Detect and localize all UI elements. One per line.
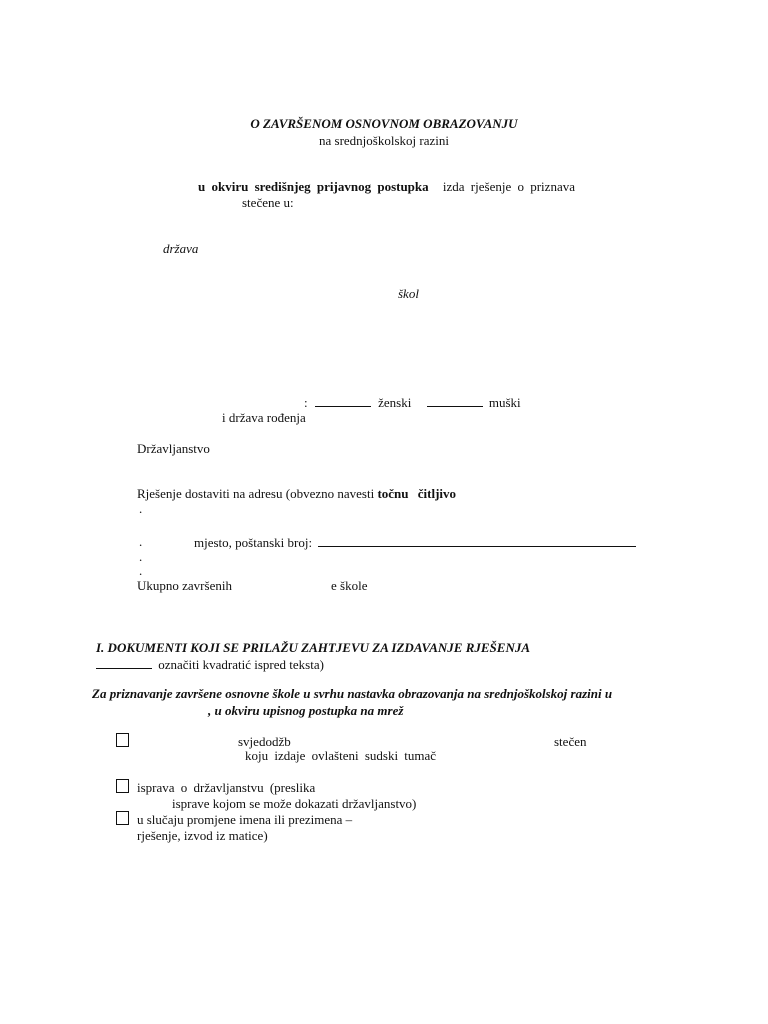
document-title: O ZAVRŠENOM OSNOVNOM OBRAZOVANJU xyxy=(250,116,518,131)
gender-row xyxy=(304,394,521,411)
section-note-row xyxy=(96,656,324,673)
dot-3: . xyxy=(139,549,143,564)
intro-line-1 xyxy=(198,179,575,195)
place-postcode-row xyxy=(194,534,636,551)
note-blank-line xyxy=(96,656,152,669)
purpose-line-1: Za priznavanje završene osnovne škole u svrhu nastavka obrazovanja na srednjoškolskoj razini u xyxy=(92,686,613,701)
intro-line-2: stečene u: xyxy=(242,195,294,210)
place-postcode-blank-line[interactable] xyxy=(318,534,636,547)
item-2-text: isprava o državljanstvu (preslika xyxy=(137,780,316,795)
item-1-line-2: koju izdaje ovlašteni sudski tumač xyxy=(245,748,437,763)
section-note: označiti kvadratić ispred teksta) xyxy=(158,657,324,672)
country-label: država xyxy=(163,241,199,256)
checkbox-icon[interactable] xyxy=(116,779,129,796)
citizenship-label: Državljanstvo xyxy=(137,441,210,456)
address-bold-2: čitljivo xyxy=(417,486,457,501)
gender-male-label: muški xyxy=(488,395,521,410)
item-2-line-2: isprave kojom se može dokazati državljanstvo) xyxy=(172,796,417,811)
gender-female-label: ženski xyxy=(378,395,412,410)
item-1-text: svjedodžb xyxy=(238,734,291,749)
school-label: škol xyxy=(398,286,419,301)
checkbox-icon[interactable] xyxy=(116,733,129,750)
purpose-line-2: , u okviru upisnog postupka na mrež xyxy=(208,703,404,718)
item-3-text: u slučaju promjene imena ili prezimena – xyxy=(137,812,353,827)
dot-1: . xyxy=(139,501,143,516)
birthplace-label: i država rođenja xyxy=(222,410,306,425)
total-finished-label: Ukupno završenih xyxy=(137,578,232,593)
address-prefix: Rješenje dostaviti na adresu (obvezno navesti xyxy=(137,486,375,501)
male-blank-line[interactable] xyxy=(427,394,483,407)
female-blank-line[interactable] xyxy=(315,394,371,407)
school-suffix-label: e škole xyxy=(331,578,368,593)
checkbox-icon[interactable] xyxy=(116,811,129,828)
item-3-line-2: rješenje, izvod iz matice) xyxy=(137,828,268,843)
gender-prefix: : xyxy=(304,395,308,410)
section-heading: I. DOKUMENTI KOJI SE PRILAŽU ZAHTJEVU ZA IZDAVANJE RJEŠENJA xyxy=(96,640,531,655)
dot-2: . xyxy=(139,534,143,549)
address-label xyxy=(137,486,456,502)
item-1-col2: stečen xyxy=(554,734,587,749)
intro-rest-text: izda rješenje o priznava xyxy=(442,179,575,194)
intro-bold-text: u okviru središnjeg prijavnog postupka xyxy=(198,179,429,194)
dot-4: . xyxy=(139,563,143,578)
address-bold-1: točnu xyxy=(377,486,409,501)
document-subtitle: na srednjoškolskoj razini xyxy=(319,133,449,148)
place-postcode-label: mjesto, poštanski broj: xyxy=(194,535,313,550)
